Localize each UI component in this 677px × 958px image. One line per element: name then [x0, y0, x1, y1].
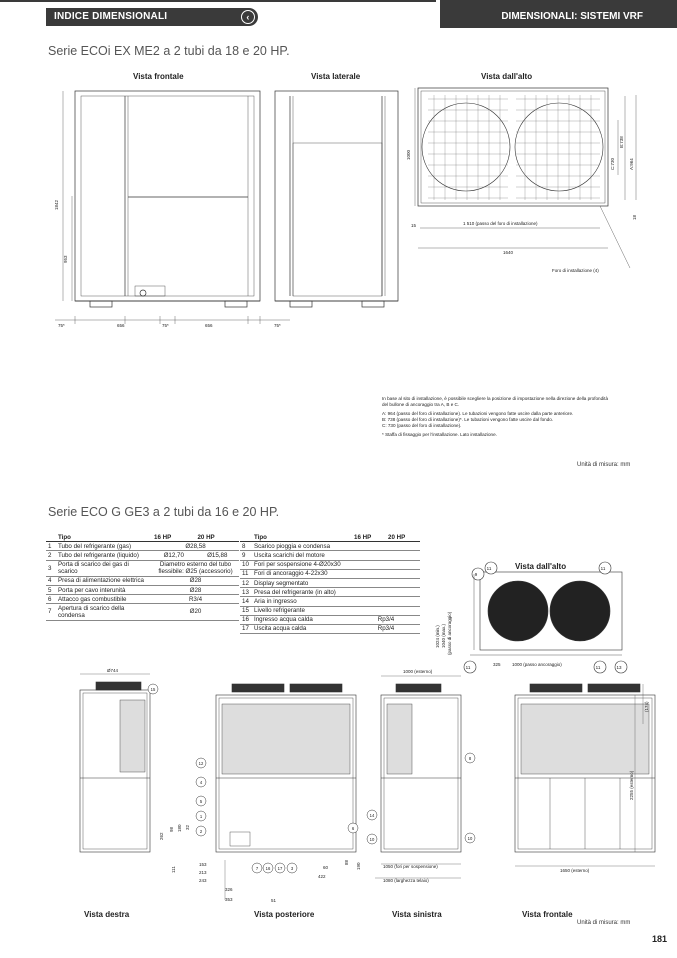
cell	[352, 606, 420, 615]
note-line: A: 964 (passo del foro di installazione). Le tubazioni vengono fatte uscire dalla parte anteriore.	[382, 411, 574, 416]
th: 16 HP	[352, 533, 386, 542]
cell: 4	[46, 576, 56, 585]
callout-9: 9	[474, 572, 478, 577]
note-line: * Staffa di fissaggio per l'installazione. Lato installazione.	[382, 432, 497, 437]
callout-17: 17	[277, 866, 283, 871]
dim-262: 262	[159, 832, 164, 840]
cell	[352, 560, 420, 569]
cell	[352, 597, 420, 606]
callout-16: 16	[265, 866, 271, 871]
sec2-top-label: Vista dall'alto	[515, 562, 567, 571]
cell: 12	[240, 578, 252, 587]
dim-32: 32	[185, 824, 190, 830]
cell: Presa del refrigerante (in alto)	[252, 588, 352, 597]
dim-1000-passo: 1000 (passo ancoraggio)	[512, 662, 562, 667]
dim-180: 180	[177, 824, 182, 832]
dim-60: 60	[323, 865, 329, 870]
cell: Ø28,58	[152, 542, 239, 551]
callout-7: 7	[255, 866, 259, 871]
callout-14: 14	[369, 813, 375, 818]
dim-51: 51	[271, 898, 277, 903]
dim-88: 88	[344, 859, 349, 865]
sec1-side-label: Vista laterale	[311, 72, 361, 81]
cell: 9	[240, 551, 252, 560]
dim-1050: 1050 (fori per sospensione)	[383, 864, 438, 869]
th: Tipo	[56, 533, 152, 542]
th: 20 HP	[386, 533, 420, 542]
table-row	[240, 578, 420, 587]
dim-174: (174)	[644, 701, 649, 712]
note-line: In base al sito di installazione, è possibile scegliere la posizione di impostazione nella direzione della profondità	[382, 396, 608, 401]
cell: Diametro esterno del tubo flessibile: Ø25 (accessorio)	[152, 560, 239, 576]
dim-98: 98	[169, 826, 174, 832]
table-row	[240, 588, 420, 597]
dim-top-hole: Foro di installazione (4)	[552, 268, 599, 273]
sec2-elevations	[0, 660, 677, 910]
callout-2: 2	[199, 829, 203, 834]
cell: Apertura di scarico della condensa	[56, 604, 152, 620]
cell: 15	[240, 606, 252, 615]
callout-11: 11	[465, 665, 471, 670]
callout-13: 13	[616, 665, 622, 670]
cell: 2	[46, 551, 56, 560]
cell: Livello refrigerante	[252, 606, 352, 615]
callout-11: 11	[486, 566, 492, 571]
table-row	[46, 604, 239, 620]
table-row	[240, 542, 420, 551]
cell: Scarico pioggia e condensa	[252, 542, 352, 551]
dim-2255: 2255 (esterno)	[629, 770, 634, 800]
sec1-notes	[382, 396, 642, 438]
dim-1650: 1650 (esterno)	[560, 868, 590, 873]
cell: Rp3/4	[352, 624, 420, 633]
dim-ext: 1000 (esterno)	[403, 669, 433, 674]
dim-w5: 75*	[274, 323, 281, 328]
cell	[352, 569, 420, 578]
table-row	[240, 569, 420, 578]
cell: Ø12,70	[152, 551, 195, 560]
cell: Porta di scarico dei gas di scarico	[56, 560, 152, 576]
note-line: C: 730 (passo del foro di installazione).	[382, 423, 462, 428]
th	[46, 533, 56, 542]
dim-1842: 1842	[54, 199, 59, 210]
chevron-left-icon[interactable]: ‹	[241, 10, 255, 24]
cell: 5	[46, 585, 56, 594]
callout-11: 11	[595, 665, 601, 670]
dim-w3: 75*	[162, 323, 169, 328]
table-row	[240, 606, 420, 615]
sec1-drawings	[0, 0, 677, 340]
dim-213: 213	[199, 870, 207, 875]
dim-1080: 1080 (larghezza telaio)	[383, 878, 429, 883]
cell: Ø28	[152, 576, 239, 585]
dim-top-15: 15	[411, 223, 417, 228]
dim-353: 353	[225, 897, 233, 902]
cell: 10	[240, 560, 252, 569]
dim-w1: 75*	[58, 323, 65, 328]
dim-953: 953	[63, 255, 68, 263]
dim-top-install: 1 510 (passo del foro di installazione)	[463, 221, 538, 226]
cell: Presa di alimentazione elettrica	[56, 576, 152, 585]
dim-passo: (passo di ancoraggio)	[447, 611, 452, 655]
cell: 17	[240, 624, 252, 633]
callout-12: 12	[198, 761, 204, 766]
dim-b: B:738	[619, 136, 624, 148]
page-number: 181	[651, 934, 667, 944]
cell: Tubo del refrigerante (gas)	[56, 542, 152, 551]
callout-8: 8	[468, 756, 472, 761]
callout-15: 15	[150, 687, 156, 692]
callout-3: 3	[290, 866, 294, 871]
cell: Ø28	[152, 585, 239, 594]
callout-10: 10	[369, 837, 375, 842]
table-row	[46, 551, 239, 560]
th: 16 HP	[152, 533, 195, 542]
table-row	[46, 560, 239, 576]
cell: 3	[46, 560, 56, 576]
sec1-title: Serie ECOi EX ME2 a 2 tubi da 18 e 20 HP.	[48, 44, 290, 58]
sec1-top-label: Vista dall'alto	[481, 72, 533, 81]
table-row	[240, 624, 420, 633]
dim-top-width: 1640	[503, 250, 514, 255]
table-row	[46, 576, 239, 585]
cell: Tubo del refrigerante (liquido)	[56, 551, 152, 560]
dim-325: 325	[493, 662, 501, 667]
table-row	[46, 542, 239, 551]
cell: 16	[240, 615, 252, 624]
cell	[352, 588, 420, 597]
index-label: INDICE DIMENSIONALI	[54, 11, 168, 22]
callout-6: 6	[351, 826, 355, 831]
dim-a: A:964	[629, 158, 634, 170]
callout-5: 5	[199, 799, 203, 804]
cell: Rp3/4	[352, 615, 420, 624]
callout-11: 11	[600, 566, 606, 571]
sec2-left-label: Vista sinistra	[392, 910, 442, 919]
cell: Display segmentato	[252, 578, 352, 587]
sec2-top-drawing	[430, 560, 640, 675]
cell: 14	[240, 597, 252, 606]
cell	[352, 551, 420, 560]
sec2-right-label: Vista destra	[84, 910, 130, 919]
sec2-title: Serie ECO G GE3 a 2 tubi da 16 e 20 HP.	[48, 505, 280, 519]
cell: Uscita scarichi del motore	[252, 551, 352, 560]
cell: 7	[46, 604, 56, 620]
dim-w4: 656	[205, 323, 213, 328]
dim-1040: 1040 (max.)	[441, 623, 446, 648]
sec2-units: Unità di misura: mm	[577, 920, 631, 926]
table-row	[46, 595, 239, 604]
dim-153: 153	[199, 862, 207, 867]
dim-422: 422	[318, 874, 326, 879]
cell	[352, 542, 420, 551]
th: Tipo	[252, 533, 352, 542]
dim-w2: 656	[117, 323, 125, 328]
cell: R3/4	[152, 595, 239, 604]
cell: Fori di ancoraggio 4-22x30	[252, 569, 352, 578]
callout-4: 4	[199, 780, 203, 785]
sec2-front-label: Vista frontale	[522, 910, 573, 919]
cell: 13	[240, 588, 252, 597]
dim-111: 111	[171, 866, 176, 873]
note-line: del bullone di ancoraggio tra A, B e C.	[382, 402, 460, 407]
sec1-front-label: Vista frontale	[133, 72, 184, 81]
table-row	[240, 560, 420, 569]
callout-10: 10	[467, 836, 473, 841]
table-row	[46, 585, 239, 594]
cell: Fori per sospensione 4-Ø20x30	[252, 560, 352, 569]
th: 20 HP	[195, 533, 239, 542]
dim-243: 243	[199, 878, 207, 883]
sec1-units: Unità di misura: mm	[577, 462, 631, 468]
spec-table-1	[46, 533, 239, 621]
cell: Porta per cavo interunità	[56, 585, 152, 594]
dim-326: 326	[225, 887, 233, 892]
section-header: DIMENSIONALI: SISTEMI VRF	[440, 0, 677, 28]
cell: Attacco gas combustibile	[56, 595, 152, 604]
table-row	[240, 615, 420, 624]
cell: 8	[240, 542, 252, 551]
dim-744: Ø744	[107, 668, 119, 673]
th	[240, 533, 252, 542]
dim-1024: 1024 (min.)	[435, 625, 440, 648]
table-row	[240, 597, 420, 606]
sec2-rear-label: Vista posteriore	[254, 910, 315, 919]
table-row	[240, 551, 420, 560]
dim-top-depth: 1000	[406, 149, 411, 160]
dim-c: C:730	[610, 157, 615, 170]
cell: Ø20	[152, 604, 239, 620]
cell: 11	[240, 569, 252, 578]
cell	[352, 578, 420, 587]
cell: Aria in ingresso	[252, 597, 352, 606]
cell: Ingresso acqua calda	[252, 615, 352, 624]
spec-table-2	[240, 533, 420, 634]
cell: 1	[46, 542, 56, 551]
cell: Uscita acqua calda	[252, 624, 352, 633]
dim-190: 190	[356, 862, 361, 870]
note-line: B: 738 (passo del foro di installazione)*. Le tubazioni vengono fatte uscire dal fondo.	[382, 417, 554, 422]
callout-1: 1	[199, 814, 203, 819]
dim-d: 18	[632, 214, 637, 220]
cell: Ø15,88	[195, 551, 239, 560]
cell: 6	[46, 595, 56, 604]
